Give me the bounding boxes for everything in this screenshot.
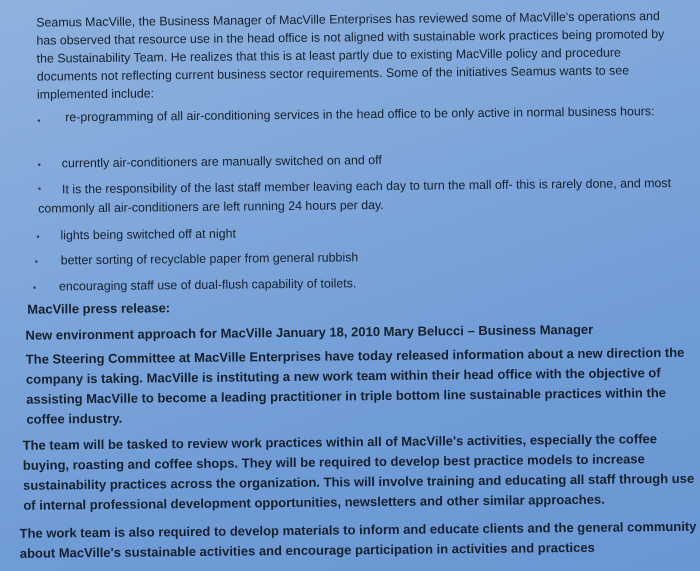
bullet-dot: • <box>32 282 37 293</box>
press-release-heading: MacVille press release: <box>27 300 171 317</box>
bullet-item-lights: lights being switched off at night <box>60 226 236 243</box>
bullet-item-toilets: encouraging staff use of dual-flush capability of toilets. <box>58 276 357 294</box>
bullet-dot: • <box>34 256 38 267</box>
bullet-item-aircon: re-programming of all air-conditioning services in the head office to be only active in normal business hours: <box>65 104 655 125</box>
bullet-item-responsibility: It is the responsibility of the last staff member leaving each day to turn the mall off- this is rarely done, and most commonly all air-conditioners are left running 24 hours per day. <box>38 175 672 216</box>
bullet-dot: • <box>36 231 40 242</box>
intro-paragraph: Seamus MacVille, the Business Manager of MacVille Enterprises has reviewed some of MacVille's operations and has observed that resource use in the head office is not aligned with sustainable work practices being promoted by the Sustainability Team. He realizes that this is at least partly due to existing MacVille policy and procedure documents not reflecting current business sector requirements. Some of the initiatives Seamus wants to see implemented include: <box>36 9 665 102</box>
press-paragraph-3: The work team is also required to develop materials to inform and educate clients and the general community about MacVille's sustainable activities and encourage participation in activities and practices <box>19 518 697 561</box>
press-paragraph-1: The Steering Committee at MacVille Enterprises have today released information about a new direction the company is taking. MacVille is instituting a new work team within their head office with the objective of assisting MacVille to become a leading practitioner in triple bottom line sustainable practices within the coffee industry. <box>25 344 685 427</box>
bullet-item-recycling: better sorting of recyclable paper from general rubbish <box>60 250 359 268</box>
press-paragraph-2: The team will be tasked to review work practices within all of MacVille's activities, especially the coffee buying, roasting and coffee shops. They will be required to develop best practice models to increase sustainability practices across the organization. This will involve training and educating all staff through use of internal professional development opportunities, newsletters and other similar approaches. <box>22 431 695 513</box>
press-release-title: New environment approach for MacVille January 18, 2010 Mary Belucci – Business Manager <box>25 321 594 343</box>
bullet-item-manual: currently air-conditioners are manually switched on and off <box>61 153 382 171</box>
bullet-dot: • <box>37 115 41 126</box>
bullet-dot: • <box>37 183 42 194</box>
bullet-dot: • <box>37 159 41 170</box>
